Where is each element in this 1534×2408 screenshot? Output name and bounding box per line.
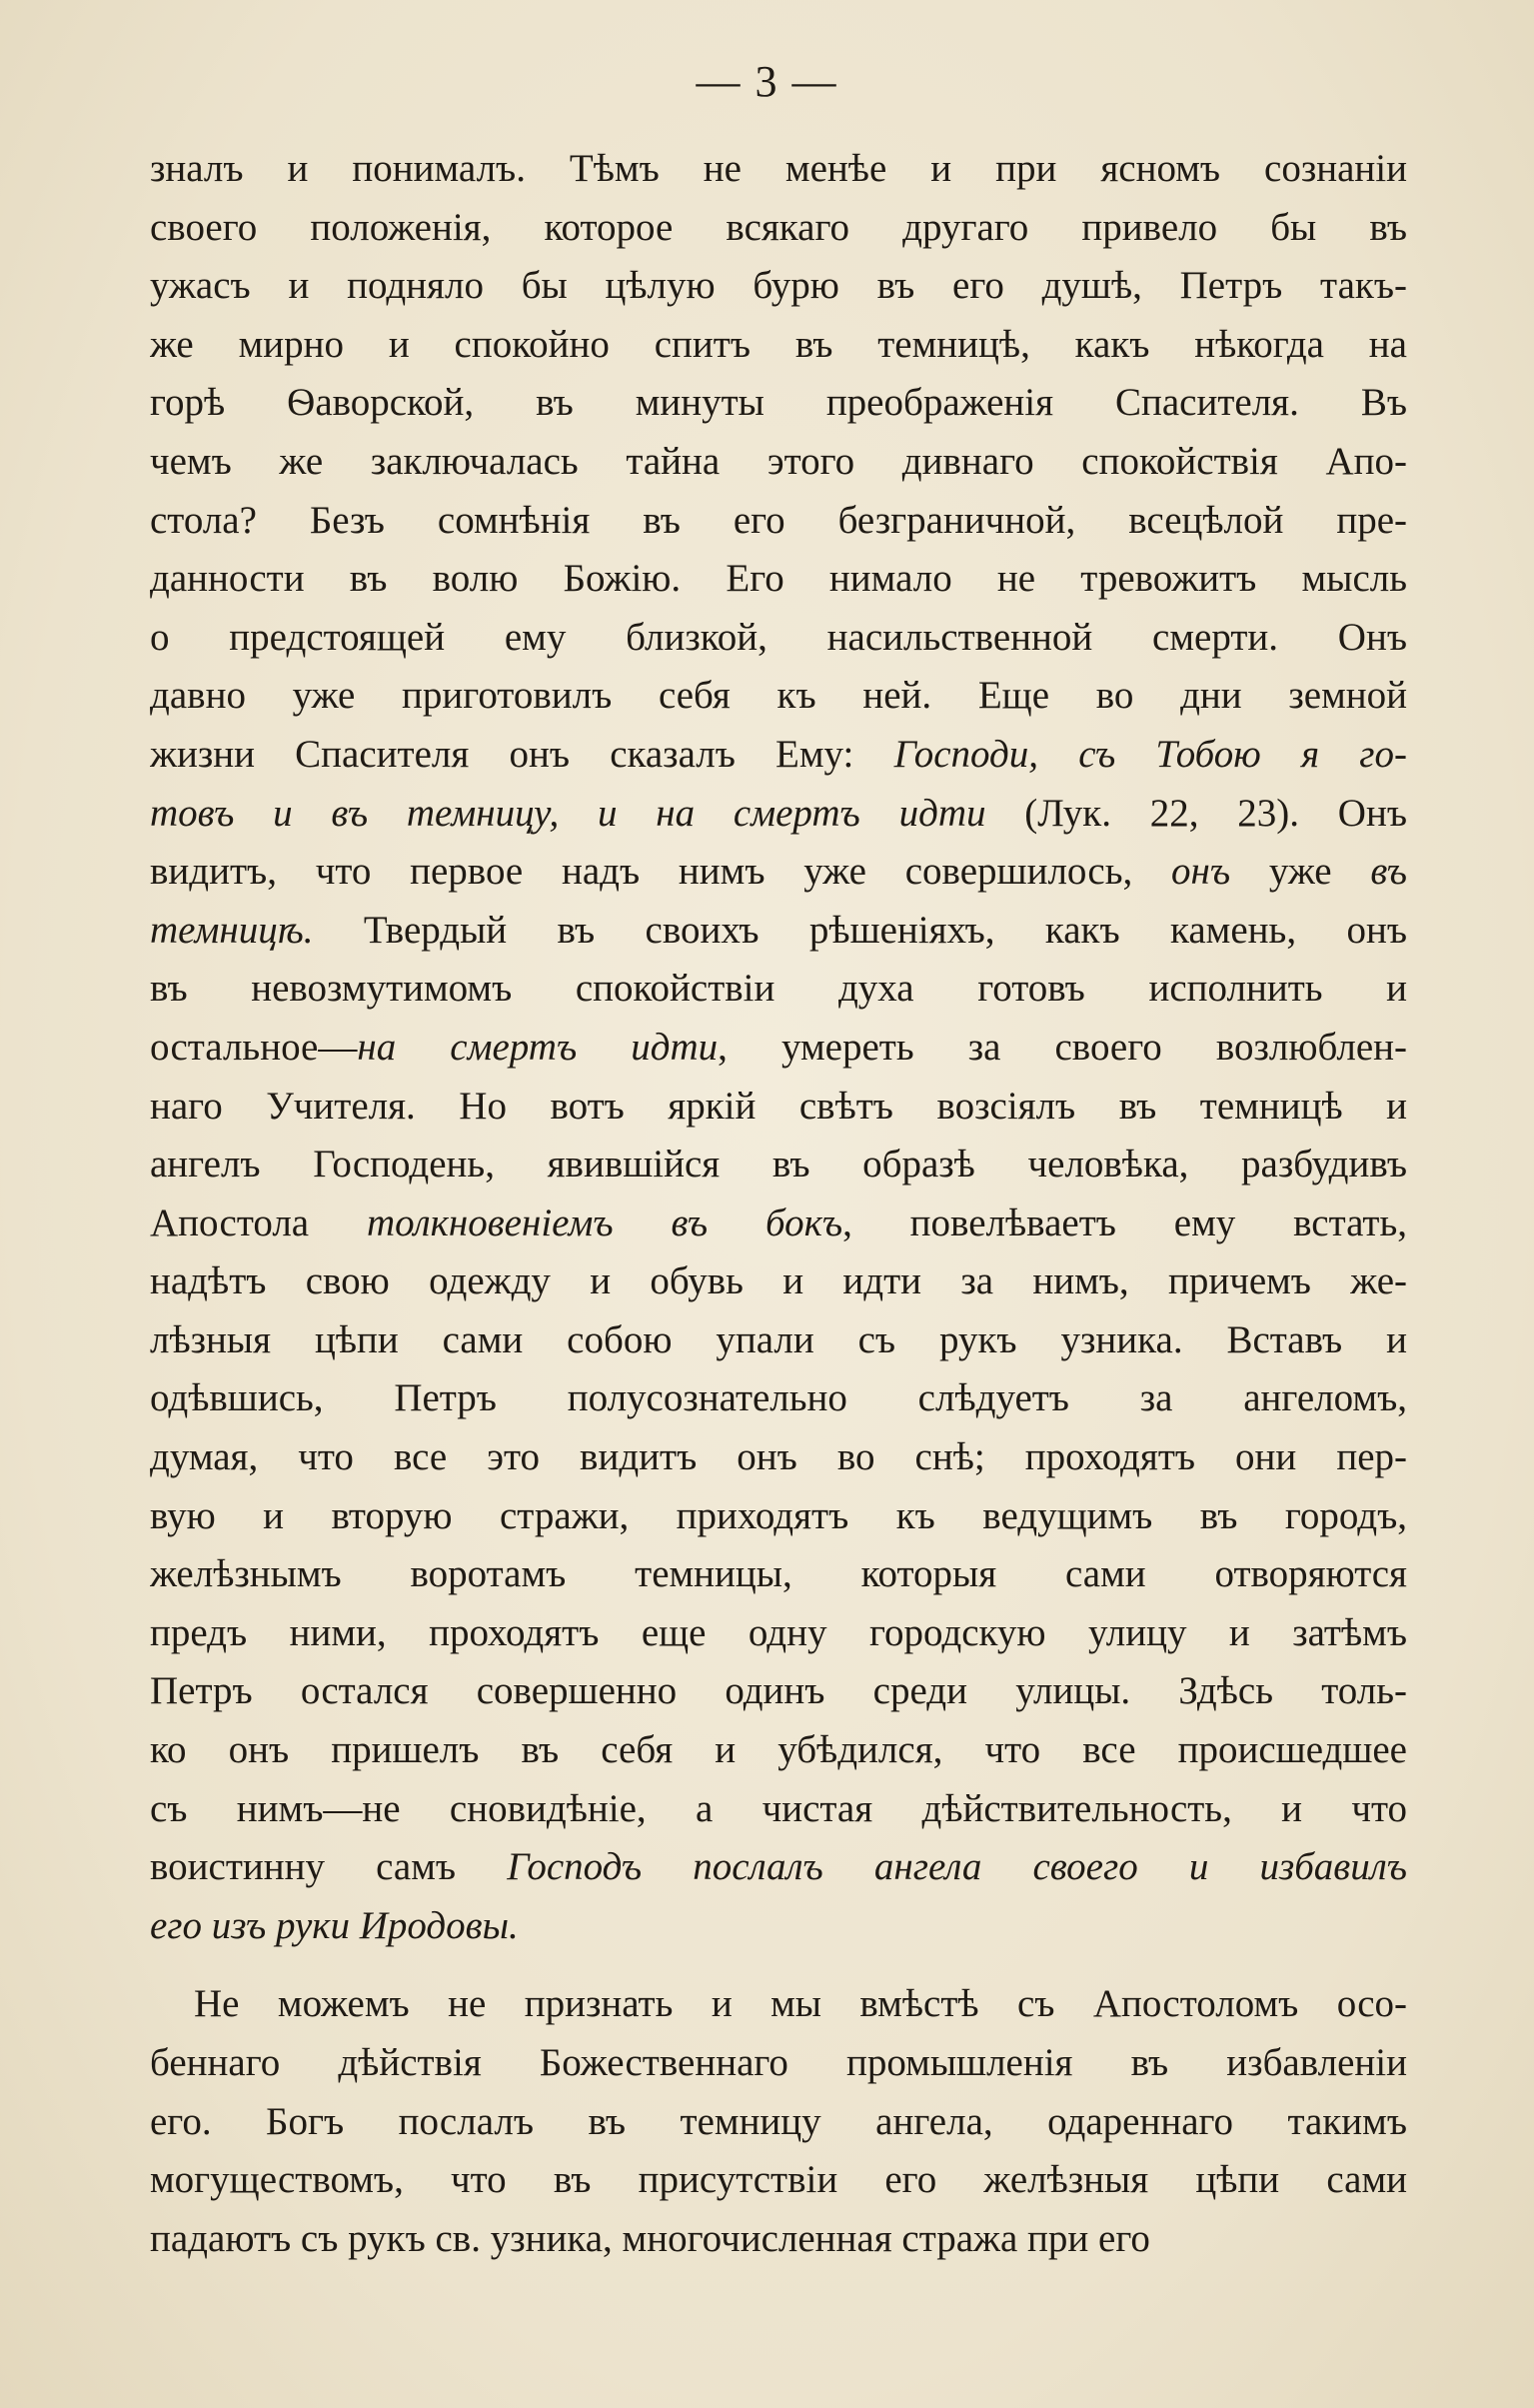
text-line: [150, 1311, 1407, 1370]
italic-text: онъ: [1171, 850, 1231, 894]
text-line: [150, 1487, 1407, 1546]
text-segment: давно уже приготовилъ себя къ ней. Еще во дни земной: [150, 674, 1407, 718]
body-text: [150, 140, 1407, 2268]
text-segment: ко онъ пришелъ въ себя и убѣдился, что все происшедшее: [150, 1728, 1407, 1772]
italic-text: Господъ послалъ ангела своего и избавилъ: [507, 1845, 1407, 1889]
text-segment: ангелъ Господень, явившійся въ образѣ человѣка, разбудивъ: [150, 1143, 1407, 1187]
text-segment: стола? Безъ сомнѣнія въ его безграничной, всецѣлой пре-: [150, 498, 1407, 542]
text-line: [150, 257, 1407, 316]
text-line: [150, 1897, 1407, 1956]
text-line: [150, 2151, 1407, 2210]
paragraph-gap: [150, 1955, 1407, 1975]
text-line: [150, 1195, 1407, 1253]
text-segment: видитъ, что первое надъ нимъ уже совершилось,: [150, 850, 1171, 894]
text-line: [150, 550, 1407, 609]
text-line: [150, 2093, 1407, 2152]
text-segment: остальное—: [150, 1025, 358, 1069]
text-line: [150, 1252, 1407, 1311]
text-line: [150, 785, 1407, 844]
text-segment: чемъ же заключалась тайна этого дивнаго спокойствія Апо-: [150, 439, 1407, 483]
text-segment: съ нимъ—не сновидѣніе, а чистая дѣйствительность, и что: [150, 1786, 1407, 1830]
italic-text: въ: [1370, 850, 1407, 894]
text-segment: данности въ волю Божію. Его нимало не тревожитъ мысль: [150, 557, 1407, 601]
text-segment: уже: [1230, 850, 1371, 894]
text-segment: о предстоящей ему близкой, насильственной смерти. Онъ: [150, 615, 1407, 659]
text-segment: вую и вторую стражи, приходятъ къ ведущимъ въ городъ,: [150, 1493, 1407, 1537]
text-line: [150, 1428, 1407, 1487]
text-segment: ужасъ и подняло бы цѣлую бурю въ его душѣ, Петръ такъ-: [150, 264, 1407, 308]
text-segment: , умереть за своего возлюблен-: [718, 1025, 1407, 1069]
text-segment: же мирно и спокойно спитъ въ темницѣ, какъ нѣкогда на: [150, 322, 1407, 366]
text-line: [150, 2210, 1407, 2269]
text-line: [150, 726, 1407, 785]
page-number: — 3 —: [696, 57, 838, 106]
text-segment: жизни Спасителя онъ сказалъ Ему:: [150, 732, 894, 776]
text-segment: (Лук. 22, 23). Онъ: [985, 791, 1407, 835]
text-line: [150, 1975, 1407, 2034]
text-segment: лѣзныя цѣпи сами собою упали съ рукъ узника. Вставъ и: [150, 1317, 1407, 1361]
text-line: [150, 1604, 1407, 1663]
text-line: [150, 902, 1407, 961]
text-segment: наго Учителя. Но вотъ яркій свѣтъ возсіялъ въ темницѣ и: [150, 1084, 1407, 1128]
text-segment: думая, что все это видитъ онъ во снѣ; проходятъ они пер-: [150, 1435, 1407, 1479]
text-line: [150, 1545, 1407, 1604]
text-segment: зналъ и понималъ. Тѣмъ не менѣе и при ясномъ сознаніи: [150, 147, 1407, 190]
paragraph: [150, 1975, 1407, 2268]
text-segment: Апостола: [150, 1201, 367, 1244]
text-line: [150, 374, 1407, 433]
text-segment: его. Богъ послалъ въ темницу ангела, одареннаго такимъ: [150, 2099, 1407, 2143]
text-line: [150, 140, 1407, 199]
text-segment: могуществомъ, что въ присутствіи его желѣзныя цѣпи сами: [150, 2158, 1407, 2202]
text-line: [150, 667, 1407, 726]
text-line: [150, 316, 1407, 375]
italic-text: толкновеніемъ въ бокъ: [366, 1201, 843, 1244]
text-line: [150, 960, 1407, 1019]
text-segment: Не можемъ не признать и мы вмѣстѣ съ Апостоломъ осо-: [194, 1982, 1407, 2026]
paragraph: [150, 140, 1407, 1955]
text-segment: надѣтъ свою одежду и обувь и идти за нимъ, причемъ же-: [150, 1259, 1407, 1303]
text-line: [150, 1780, 1407, 1839]
text-line: [150, 1369, 1407, 1428]
italic-text: темницѣ.: [150, 908, 314, 952]
italic-text: Господи, съ Тобою я го-: [893, 732, 1407, 776]
text-line: [150, 843, 1407, 902]
italic-text: его изъ руки Иродовы.: [150, 1903, 519, 1947]
text-segment: воистинну самъ: [150, 1845, 508, 1889]
text-segment: Петръ остался совершенно одинъ среди улицы. Здѣсь толь-: [150, 1669, 1407, 1713]
text-segment: въ невозмутимомъ спокойствіи духа готовъ исполнить и: [150, 967, 1407, 1011]
text-line: [150, 2034, 1407, 2093]
text-line: [150, 1662, 1407, 1721]
text-line: [150, 433, 1407, 492]
text-segment: , повелѣваетъ ему встать,: [842, 1201, 1407, 1244]
text-segment: желѣзнымъ воротамъ темницы, которыя сами отворяются: [150, 1552, 1407, 1596]
text-segment: Твердый въ своихъ рѣшеніяхъ, какъ камень, онъ: [313, 908, 1407, 952]
text-segment: своего положенія, которое всякаго другаго привело бы въ: [150, 205, 1407, 249]
italic-text: на смертъ идти: [357, 1025, 719, 1069]
text-segment: предъ ними, проходятъ еще одну городскую улицу и затѣмъ: [150, 1610, 1407, 1654]
text-segment: падаютъ съ рукъ св. узника, многочисленная стража при его: [150, 2216, 1150, 2260]
text-segment: одѣвшись, Петръ полусознательно слѣдуетъ за ангеломъ,: [150, 1376, 1407, 1420]
text-line: [150, 492, 1407, 551]
italic-text: товъ и въ темницу, и на смертъ идти: [150, 791, 986, 835]
text-line: [150, 1019, 1407, 1078]
text-line: [150, 1078, 1407, 1137]
text-segment: горѣ Ѳаворской, въ минуты преображенія Спасителя. Въ: [150, 381, 1407, 425]
text-line: [150, 1721, 1407, 1780]
text-line: [150, 1136, 1407, 1195]
text-segment: беннаго дѣйствія Божественнаго промышленія въ избавленіи: [150, 2041, 1407, 2084]
text-line: [150, 1838, 1407, 1897]
text-line: [150, 609, 1407, 668]
text-line: [150, 199, 1407, 258]
